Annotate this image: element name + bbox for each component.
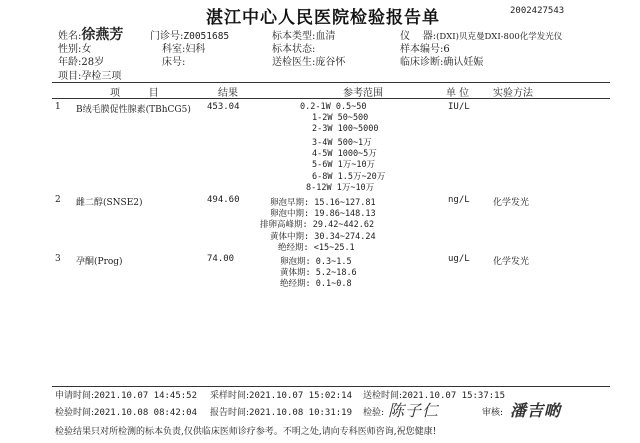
ref-line: 黄体期: 5.2~18.6 xyxy=(280,268,357,278)
header-bottom-rule xyxy=(52,98,610,99)
col-header-ref: 参考范围 xyxy=(343,88,383,99)
bed-label: 床号: xyxy=(162,57,186,68)
ref-line: 绝经期: 0.1~0.8 xyxy=(280,279,352,289)
sex-label: 性别: xyxy=(58,44,82,55)
ref-line: 5-6W 1万~10万 xyxy=(312,160,376,170)
test-time-row xyxy=(55,405,197,418)
patient-age: 28岁 xyxy=(81,57,105,68)
ref-line: 0.2-1W 0.5~50 xyxy=(300,102,367,112)
ref-line: 卵泡中期: 19.86~148.13 xyxy=(270,209,376,219)
sample-state-label: 标本状态: xyxy=(272,44,316,55)
doctor-row xyxy=(272,53,345,68)
sample-type: 血清 xyxy=(315,31,336,42)
row-result: 453.04 xyxy=(207,102,240,112)
collect-time: 2021.10.07 15:02:14 xyxy=(249,391,352,401)
project-row xyxy=(58,67,121,82)
age-row xyxy=(58,53,104,68)
ref-line: 4-5W 1000~5万 xyxy=(312,149,377,159)
patient-project: 孕检三项 xyxy=(81,71,122,82)
send-time-label: 送检时间: xyxy=(363,391,403,401)
collect-time-row xyxy=(210,388,352,401)
report-title: 湛江中心人民医院检验报告单 xyxy=(206,8,440,28)
sample-type-label: 标本类型: xyxy=(272,31,316,42)
test-time-label: 检验时间: xyxy=(55,408,95,418)
col-header-method: 实验方法 xyxy=(493,88,533,99)
ref-line: 绝经期: <15~25.1 xyxy=(278,243,355,253)
project-label: 项目: xyxy=(58,71,82,82)
diagnosis: 确认妊娠 xyxy=(443,57,484,68)
ref-line: 3-4W 500~1万 xyxy=(312,138,372,148)
instrument-label: 仪 器: xyxy=(400,31,437,42)
doctor: 庞谷怀 xyxy=(315,57,346,68)
header-top-rule xyxy=(52,82,610,83)
row-unit: ng/L xyxy=(448,195,470,205)
patient-sex: 女 xyxy=(81,44,92,55)
ref-line: 1-2W 50~500 xyxy=(312,113,369,123)
diagnosis-row xyxy=(400,53,483,68)
row-result: 74.00 xyxy=(207,254,235,264)
clinic-no-label: 门诊号: xyxy=(150,31,184,42)
reviewer-signature: 潘吉啲 xyxy=(510,401,562,420)
age-label: 年龄: xyxy=(58,57,82,68)
report-number: 2002427543 xyxy=(510,6,565,16)
row-unit: ug/L xyxy=(448,254,470,264)
tester-signature: 陈子仁 xyxy=(388,401,440,420)
test-time: 2021.10.08 08:42:04 xyxy=(94,408,197,418)
report-time-label: 报告时间: xyxy=(210,408,250,418)
row-unit: IU/L xyxy=(448,102,470,112)
ref-line: 黄体中期: 30.34~274.24 xyxy=(270,232,376,242)
sample-no: 6 xyxy=(443,44,450,55)
ref-line: 2-3W 100~5000 xyxy=(312,124,379,134)
col-header-result: 结果 xyxy=(218,88,238,99)
reviewer-label: 审核: xyxy=(482,408,504,418)
tester-label: 检验: xyxy=(363,408,385,418)
instrument: (DXI)贝克曼DXI-800化学发光仪 xyxy=(436,32,563,42)
apply-time-row xyxy=(55,388,197,401)
row-item: 雌二醇(SNSE2) xyxy=(76,198,143,208)
row-item: B绒毛膜促性腺素(TBhCG5) xyxy=(76,105,191,115)
col-header-item: 项 目 xyxy=(110,88,159,99)
row-method: 化学发光 xyxy=(493,257,530,267)
row-no: 3 xyxy=(55,254,61,264)
apply-time-label: 申请时间: xyxy=(55,391,95,401)
sample-no-label: 样本编号: xyxy=(400,44,444,55)
collect-time-label: 采样时间: xyxy=(210,391,250,401)
dept-label: 科室: xyxy=(162,44,186,55)
col-header-unit: 单 位 xyxy=(446,88,470,99)
name-label: 姓名: xyxy=(58,31,82,42)
row-result: 494.60 xyxy=(207,195,240,205)
diagnosis-label: 临床诊断: xyxy=(400,57,444,68)
ref-line: 6-8W 1.5万~20万 xyxy=(312,172,386,182)
report-time: 2021.10.08 10:31:19 xyxy=(249,408,352,418)
row-item: 孕酮(Prog) xyxy=(76,257,123,267)
send-time: 2021.10.07 15:37:15 xyxy=(402,391,505,401)
clinic-no: Z0051685 xyxy=(183,31,230,42)
disclaimer: 检验结果只对所检测的标本负责,仅供临床医师诊疗参考。不明之处,请向专科医师咨询,祝您健康! xyxy=(55,427,437,437)
row-no: 2 xyxy=(55,195,61,205)
dept: 妇科 xyxy=(185,44,206,55)
ref-line: 8-12W 1万~10万 xyxy=(306,183,375,193)
row-no: 1 xyxy=(55,102,61,112)
ref-line: 卵泡早期: 15.16~127.81 xyxy=(270,198,376,208)
doctor-label: 送检医生: xyxy=(272,57,316,68)
ref-line: 卵泡期: 0.3~1.5 xyxy=(280,257,352,267)
footer-rule xyxy=(52,386,610,387)
report-time-row xyxy=(210,405,352,418)
bed-row xyxy=(162,53,185,68)
ref-line: 排卵高峰期: 29.42~442.62 xyxy=(260,220,375,230)
patient-name: 徐燕芳 xyxy=(81,27,124,43)
apply-time: 2021.10.07 14:45:52 xyxy=(94,391,197,401)
row-method: 化学发光 xyxy=(493,198,530,208)
